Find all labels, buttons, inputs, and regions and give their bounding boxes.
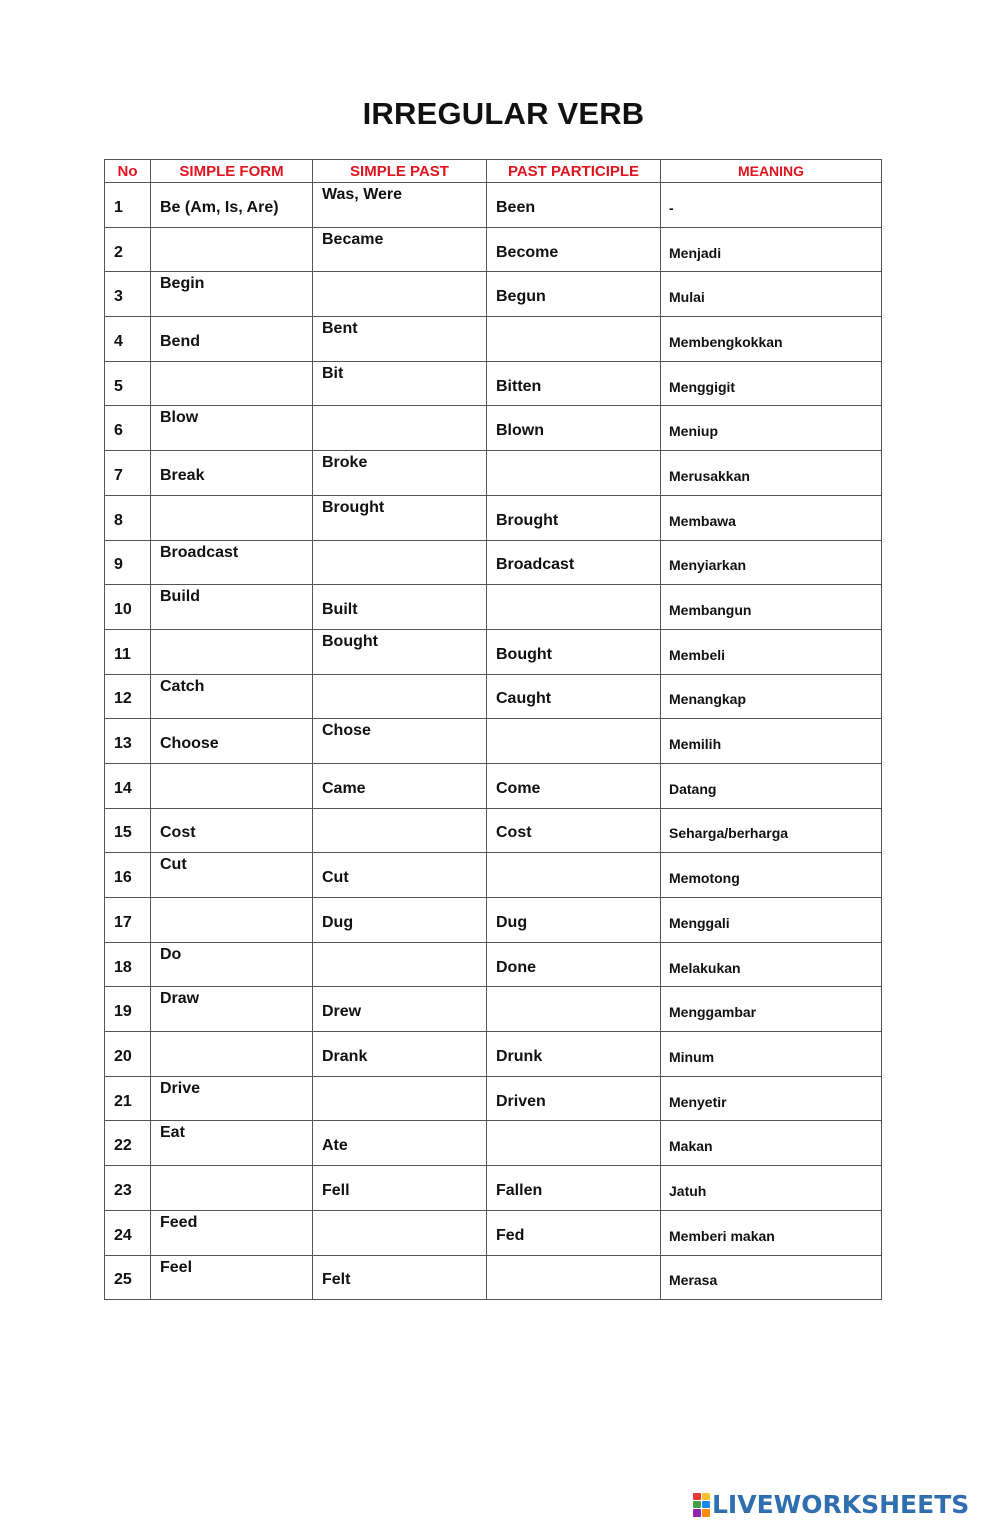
cell-meaning xyxy=(661,183,882,228)
cell-no xyxy=(105,1032,151,1077)
cell-simple-past-text: Ate xyxy=(322,1137,348,1155)
logo-square xyxy=(693,1509,701,1517)
header-simple-past: SIMPLE PAST xyxy=(313,160,487,183)
cell-meaning-text: Makan xyxy=(669,1138,713,1155)
cell-meaning-text: Menggigit xyxy=(669,378,736,395)
header-past-participle: PAST PARTICIPLE xyxy=(487,160,661,183)
cell-no-text: 23 xyxy=(114,1181,132,1199)
cell-past-participle-text: Brought xyxy=(496,511,559,529)
cell-past-participle-text: Dug xyxy=(496,913,528,931)
cell-meaning-text: Melakukan xyxy=(669,959,741,976)
cell-meaning xyxy=(661,495,882,540)
cell-no-text: 25 xyxy=(114,1271,132,1289)
cell-no-text: 22 xyxy=(114,1137,132,1155)
cell-meaning xyxy=(661,1255,882,1300)
cell-simple-past xyxy=(313,406,487,451)
cell-meaning-text: Datang xyxy=(669,780,717,797)
table-row xyxy=(105,853,882,898)
cell-simple-past-text xyxy=(313,291,486,297)
table-row xyxy=(105,719,882,764)
cell-past-participle xyxy=(487,361,661,406)
cell-meaning-text: Memilih xyxy=(669,736,722,753)
cell-meaning xyxy=(661,1210,882,1255)
liveworksheets-logo xyxy=(693,1488,969,1520)
cell-simple-form xyxy=(151,540,313,585)
cell-simple-past-text: Fell xyxy=(322,1181,350,1199)
table-row xyxy=(105,763,882,808)
cell-simple-form xyxy=(151,808,313,853)
cell-no-text: 12 xyxy=(114,690,132,708)
cell-simple-form xyxy=(151,898,313,943)
cell-simple-past-text xyxy=(313,827,486,833)
cell-simple-form xyxy=(151,406,313,451)
cell-meaning-text: Merasa xyxy=(669,1272,718,1289)
cell-past-participle-text: Begun xyxy=(496,288,546,306)
cell-no-text: 16 xyxy=(114,869,132,887)
cell-no xyxy=(105,987,151,1032)
cell-simple-form xyxy=(151,987,313,1032)
irregular-verb-table xyxy=(104,159,882,1300)
cell-simple-form-text: Cut xyxy=(160,856,187,874)
cell-simple-form-text: Be (Am, Is, Are) xyxy=(160,198,279,216)
cell-simple-past xyxy=(313,183,487,228)
table-row xyxy=(105,629,882,674)
cell-simple-form-text: Drive xyxy=(160,1079,201,1097)
cell-past-participle xyxy=(487,629,661,674)
cell-meaning xyxy=(661,406,882,451)
cell-simple-form xyxy=(151,227,313,272)
cell-simple-form xyxy=(151,1076,313,1121)
cell-meaning xyxy=(661,1076,882,1121)
cell-meaning-text: Membawa xyxy=(669,512,736,529)
cell-meaning-text: Menyetir xyxy=(669,1093,727,1110)
cell-simple-past-text: Became xyxy=(322,230,384,248)
cell-no xyxy=(105,495,151,540)
cell-simple-past xyxy=(313,227,487,272)
cell-simple-form-text: Feel xyxy=(160,1258,193,1276)
brand-name: LIVEWORKSHEETS xyxy=(712,1489,970,1519)
logo-square xyxy=(702,1509,710,1517)
cell-meaning xyxy=(661,585,882,630)
cell-no xyxy=(105,719,151,764)
cell-simple-form xyxy=(151,853,313,898)
cell-no xyxy=(105,942,151,987)
table-row xyxy=(105,272,882,317)
table-row xyxy=(105,361,882,406)
table-row xyxy=(105,1121,882,1166)
cell-simple-past-text: Came xyxy=(322,779,366,797)
cell-simple-past-text: Dug xyxy=(322,913,354,931)
cell-simple-past-text xyxy=(313,559,486,565)
cell-past-participle-text xyxy=(487,738,660,744)
cell-past-participle-text: Fed xyxy=(496,1226,525,1244)
cell-meaning xyxy=(661,808,882,853)
cell-past-participle-text xyxy=(487,1274,660,1280)
cell-simple-past-text xyxy=(313,962,486,968)
cell-no-text: 9 xyxy=(114,556,123,574)
cell-simple-past-text: Was, Were xyxy=(322,186,403,203)
cell-past-participle xyxy=(487,1121,661,1166)
cell-no-text: 6 xyxy=(114,422,123,440)
cell-simple-form xyxy=(151,629,313,674)
cell-simple-form xyxy=(151,451,313,496)
cell-meaning-text: Minum xyxy=(669,1048,715,1065)
cell-simple-past xyxy=(313,451,487,496)
cell-past-participle xyxy=(487,1076,661,1121)
cell-simple-form xyxy=(151,942,313,987)
cell-simple-past-text xyxy=(313,1096,486,1102)
cell-meaning-text: Menyiarkan xyxy=(669,557,747,574)
cell-simple-past-text xyxy=(313,693,486,699)
cell-no xyxy=(105,1121,151,1166)
cell-simple-form xyxy=(151,1166,313,1211)
cell-no xyxy=(105,1210,151,1255)
cell-past-participle xyxy=(487,1255,661,1300)
cell-meaning-text: Memberi makan xyxy=(669,1227,775,1244)
cell-simple-form-text: Begin xyxy=(160,275,205,293)
cell-simple-form-text xyxy=(151,381,312,387)
table-row xyxy=(105,451,882,496)
cell-simple-form-text xyxy=(151,649,312,655)
cell-simple-past xyxy=(313,1255,487,1300)
cell-simple-past xyxy=(313,763,487,808)
cell-past-participle xyxy=(487,853,661,898)
cell-meaning xyxy=(661,853,882,898)
table-row xyxy=(105,317,882,362)
cell-simple-past-text: Bought xyxy=(322,632,378,650)
table-row xyxy=(105,987,882,1032)
cell-no xyxy=(105,1255,151,1300)
cell-no xyxy=(105,361,151,406)
cell-meaning-text: - xyxy=(669,199,674,216)
cell-simple-past xyxy=(313,1166,487,1211)
cell-past-participle xyxy=(487,451,661,496)
cell-past-participle-text: Blown xyxy=(496,422,544,440)
table-body xyxy=(105,183,882,1300)
cell-no-text: 17 xyxy=(114,913,132,931)
cell-no-text: 8 xyxy=(114,511,123,529)
cell-simple-form xyxy=(151,495,313,540)
cell-simple-past xyxy=(313,1121,487,1166)
cell-meaning-text: Meniup xyxy=(669,423,718,440)
cell-meaning-text: Menangkap xyxy=(669,691,747,708)
cell-past-participle-text: Bitten xyxy=(496,377,542,395)
table-row xyxy=(105,1076,882,1121)
cell-simple-form xyxy=(151,183,313,228)
cell-simple-form xyxy=(151,674,313,719)
cell-meaning-text: Memotong xyxy=(669,870,740,887)
cell-no xyxy=(105,1076,151,1121)
cell-no xyxy=(105,629,151,674)
cell-no-text: 24 xyxy=(114,1226,132,1244)
cell-past-participle xyxy=(487,585,661,630)
cell-past-participle-text xyxy=(487,336,660,342)
cell-meaning-text: Merusakkan xyxy=(669,467,750,484)
cell-past-participle xyxy=(487,317,661,362)
cell-no xyxy=(105,898,151,943)
cell-past-participle-text: Fallen xyxy=(496,1181,543,1199)
cell-past-participle xyxy=(487,495,661,540)
cell-simple-form-text xyxy=(151,1051,312,1057)
cell-no xyxy=(105,853,151,898)
table-row xyxy=(105,808,882,853)
cell-meaning xyxy=(661,451,882,496)
cell-past-participle xyxy=(487,898,661,943)
table-row xyxy=(105,495,882,540)
cell-past-participle xyxy=(487,406,661,451)
cell-simple-form-text xyxy=(151,917,312,923)
cell-no xyxy=(105,317,151,362)
cell-meaning xyxy=(661,361,882,406)
cell-simple-past-text: Bent xyxy=(322,320,358,338)
cell-simple-past xyxy=(313,898,487,943)
cell-simple-past xyxy=(313,361,487,406)
cell-simple-form xyxy=(151,1121,313,1166)
cell-simple-past xyxy=(313,719,487,764)
logo-square xyxy=(702,1501,710,1508)
cell-no-text: 2 xyxy=(114,243,123,261)
cell-simple-form-text: Broadcast xyxy=(160,543,239,561)
cell-meaning-text: Membeli xyxy=(669,646,726,663)
cell-past-participle-text xyxy=(487,1140,660,1146)
cell-simple-form-text: Choose xyxy=(160,735,219,753)
cell-meaning xyxy=(661,1032,882,1077)
cell-simple-form-text: Build xyxy=(160,588,200,606)
cell-simple-form-text: Eat xyxy=(160,1124,185,1142)
table-row xyxy=(105,406,882,451)
cell-meaning-text: Jatuh xyxy=(669,1182,707,1199)
table-row xyxy=(105,1210,882,1255)
cell-simple-form xyxy=(151,1255,313,1300)
cell-meaning xyxy=(661,942,882,987)
cell-meaning-text: Menjadi xyxy=(669,244,722,261)
cell-meaning xyxy=(661,763,882,808)
cell-no xyxy=(105,540,151,585)
cell-no-text: 21 xyxy=(114,1092,132,1110)
cell-past-participle xyxy=(487,272,661,317)
cell-simple-past-text xyxy=(313,425,486,431)
header-no: No xyxy=(105,160,151,183)
cell-past-participle-text: Done xyxy=(496,958,536,976)
cell-past-participle xyxy=(487,987,661,1032)
cell-past-participle-text xyxy=(487,470,660,476)
cell-simple-form-text: Catch xyxy=(160,677,205,695)
cell-simple-past-text: Built xyxy=(322,601,358,619)
table-row xyxy=(105,674,882,719)
cell-past-participle xyxy=(487,1210,661,1255)
cell-simple-form xyxy=(151,361,313,406)
cell-simple-form-text: Bend xyxy=(160,332,200,350)
cell-past-participle xyxy=(487,942,661,987)
cell-simple-past xyxy=(313,674,487,719)
cell-simple-past xyxy=(313,495,487,540)
cell-no xyxy=(105,272,151,317)
cell-past-participle-text: Come xyxy=(496,779,541,797)
cell-past-participle xyxy=(487,540,661,585)
cell-simple-form-text: Break xyxy=(160,466,205,484)
cell-no xyxy=(105,451,151,496)
cell-simple-form-text xyxy=(151,783,312,789)
cell-meaning xyxy=(661,1121,882,1166)
cell-meaning xyxy=(661,540,882,585)
cell-past-participle-text: Drunk xyxy=(496,1047,543,1065)
cell-no xyxy=(105,183,151,228)
cell-meaning-text: Menggali xyxy=(669,914,730,931)
cell-simple-past-text: Chose xyxy=(322,722,371,740)
cell-simple-form-text xyxy=(151,515,312,521)
cell-simple-past xyxy=(313,1210,487,1255)
liveworksheets-logo-icon xyxy=(693,1493,709,1515)
table-row xyxy=(105,585,882,630)
cell-simple-past xyxy=(313,1032,487,1077)
page-title: IRREGULAR VERB xyxy=(362,96,645,131)
cell-no-text: 13 xyxy=(114,735,132,753)
cell-past-participle-text: Been xyxy=(496,198,536,216)
cell-simple-past xyxy=(313,629,487,674)
cell-simple-form xyxy=(151,1032,313,1077)
cell-simple-past-text xyxy=(313,1230,486,1236)
table-row xyxy=(105,227,882,272)
cell-meaning xyxy=(661,1166,882,1211)
cell-no xyxy=(105,227,151,272)
cell-simple-past-text: Brought xyxy=(322,498,385,516)
cell-simple-form xyxy=(151,317,313,362)
cell-past-participle-text: Cost xyxy=(496,824,532,842)
cell-meaning xyxy=(661,227,882,272)
cell-past-participle xyxy=(487,1032,661,1077)
cell-meaning-text: Mulai xyxy=(669,289,705,306)
cell-simple-past xyxy=(313,540,487,585)
cell-meaning xyxy=(661,674,882,719)
cell-simple-past-text: Broke xyxy=(322,454,368,472)
cell-no-text: 7 xyxy=(114,466,123,484)
cell-simple-past-text: Bit xyxy=(322,364,344,382)
cell-past-participle xyxy=(487,227,661,272)
cell-meaning-text: Membangun xyxy=(669,602,752,619)
cell-past-participle-text: Become xyxy=(496,243,559,261)
table-row xyxy=(105,898,882,943)
table-row xyxy=(105,1032,882,1077)
cell-past-participle-text: Bought xyxy=(496,645,552,663)
cell-simple-form xyxy=(151,272,313,317)
cell-meaning xyxy=(661,987,882,1032)
cell-simple-form-text: Feed xyxy=(160,1213,198,1231)
cell-simple-past-text: Felt xyxy=(322,1271,351,1289)
cell-simple-past xyxy=(313,272,487,317)
cell-simple-form xyxy=(151,585,313,630)
cell-simple-past xyxy=(313,317,487,362)
cell-simple-past-text: Drank xyxy=(322,1047,368,1065)
cell-past-participle xyxy=(487,183,661,228)
cell-past-participle xyxy=(487,674,661,719)
cell-simple-form xyxy=(151,763,313,808)
cell-no-text: 14 xyxy=(114,779,132,797)
cell-no-text: 3 xyxy=(114,288,123,306)
cell-simple-past xyxy=(313,853,487,898)
table-row xyxy=(105,1255,882,1300)
table-header-row xyxy=(105,160,882,183)
cell-past-participle-text xyxy=(487,872,660,878)
cell-simple-form-text: Draw xyxy=(160,990,200,1008)
cell-no-text: 19 xyxy=(114,1003,132,1021)
cell-no xyxy=(105,585,151,630)
cell-simple-past xyxy=(313,942,487,987)
cell-no xyxy=(105,808,151,853)
cell-no-text: 18 xyxy=(114,958,132,976)
cell-simple-past xyxy=(313,808,487,853)
logo-square xyxy=(693,1501,701,1508)
cell-meaning xyxy=(661,719,882,764)
cell-no xyxy=(105,674,151,719)
cell-meaning-text: Seharga/berharga xyxy=(669,825,789,842)
cell-no xyxy=(105,763,151,808)
cell-past-participle xyxy=(487,719,661,764)
cell-simple-past-text: Drew xyxy=(322,1003,362,1021)
cell-no xyxy=(105,1166,151,1211)
cell-meaning xyxy=(661,272,882,317)
cell-simple-form xyxy=(151,1210,313,1255)
cell-no-text: 11 xyxy=(114,645,131,663)
logo-square xyxy=(702,1493,710,1500)
cell-past-participle-text: Broadcast xyxy=(496,556,575,574)
cell-past-participle xyxy=(487,808,661,853)
cell-past-participle xyxy=(487,1166,661,1211)
cell-past-participle-text xyxy=(487,604,660,610)
cell-simple-form-text xyxy=(151,1185,312,1191)
cell-no-text: 20 xyxy=(114,1047,132,1065)
cell-simple-past-text: Cut xyxy=(322,869,349,887)
cell-simple-form-text xyxy=(151,247,312,253)
cell-no-text: 10 xyxy=(114,601,132,619)
cell-meaning-text: Membengkokkan xyxy=(669,333,783,350)
cell-simple-past xyxy=(313,987,487,1032)
cell-meaning-text: Menggambar xyxy=(669,1004,757,1021)
table-row xyxy=(105,942,882,987)
cell-past-participle-text: Driven xyxy=(496,1092,546,1110)
cell-meaning xyxy=(661,629,882,674)
table-row xyxy=(105,1166,882,1211)
cell-simple-past xyxy=(313,585,487,630)
cell-no-text: 5 xyxy=(114,377,123,395)
cell-simple-form xyxy=(151,719,313,764)
cell-past-participle xyxy=(487,763,661,808)
cell-past-participle-text: Caught xyxy=(496,690,552,708)
cell-simple-form-text: Cost xyxy=(160,824,196,842)
table-row xyxy=(105,540,882,585)
header-simple-form: SIMPLE FORM xyxy=(151,160,313,183)
cell-no-text: 4 xyxy=(114,332,123,350)
cell-no-text: 15 xyxy=(114,824,132,842)
logo-square xyxy=(693,1493,701,1500)
cell-no xyxy=(105,406,151,451)
cell-simple-form-text: Blow xyxy=(160,409,199,427)
cell-simple-past xyxy=(313,1076,487,1121)
table-row xyxy=(105,183,882,228)
cell-past-participle-text xyxy=(487,1006,660,1012)
cell-no-text: 1 xyxy=(114,198,123,216)
cell-simple-form-text: Do xyxy=(160,945,182,963)
cell-meaning xyxy=(661,898,882,943)
cell-meaning xyxy=(661,317,882,362)
header-meaning: MEANING xyxy=(661,160,882,183)
